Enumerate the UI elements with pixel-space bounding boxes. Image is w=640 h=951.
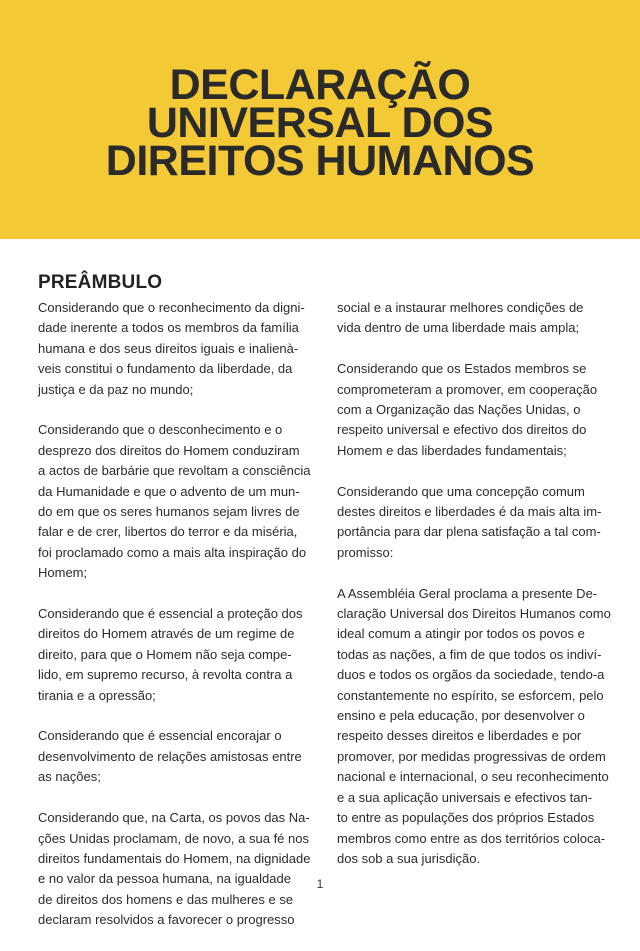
paragraph-line: duos e todos os orgãos da sociedade, tendo-a	[337, 667, 605, 683]
paragraph-line: veis constitui o fundamento da liberdade, da	[38, 361, 293, 377]
paragraph-line: vida dentro de uma liberdade mais ampla;	[337, 320, 580, 336]
paragraph-line: Considerando que, na Carta, os povos das Na-	[38, 810, 310, 826]
paragraph-line: Homem e das liberdades fundamentais;	[337, 442, 567, 458]
paragraph-line: e a sua aplicação universais e efectivos tan-	[337, 789, 593, 805]
paragraph-line: do em que os seres humanos sejam livres de	[38, 504, 300, 520]
paragraph-line: Considerando que é essencial a proteção dos	[38, 606, 303, 622]
preamble-paragraph	[337, 584, 609, 870]
paragraph-line: portância para dar plena satisfação a tal com-	[337, 524, 601, 540]
paragraph-line: humana e dos seus direitos iguais e inalienà-	[38, 340, 299, 356]
page-number: 1	[316, 877, 324, 891]
paragraph-line: Considerando que é essencial encorajar o	[38, 728, 282, 744]
paragraph-line: todas as nações, a fim de que todos os indiví-	[337, 646, 602, 662]
paragraph-line: e no valor da pessoa humana, na igualdade	[38, 871, 291, 887]
paragraph-line: lido, em supremo recurso, à revolta contra a	[38, 667, 293, 683]
paragraph-line: de direitos dos homens e das mulheres e se	[38, 891, 294, 907]
paragraph-line: Homem;	[38, 565, 88, 581]
title-line-1: DECLARAÇÃO	[169, 61, 471, 109]
paragraph-line: claração Universal dos Direitos Humanos como	[337, 606, 611, 622]
paragraph-line: ideal comum a atingir por todos os povos e	[337, 626, 585, 642]
preamble-paragraph	[337, 482, 609, 564]
paragraph-line: dade inerente a todos os membros da família	[38, 320, 299, 336]
paragraph-line: ensino e pela educação, por desenvolver o	[337, 708, 585, 724]
paragraph-line: dos sob a sua jurisdição.	[337, 850, 481, 866]
paragraph-line: da Humanidade e que o advento de um mun-	[38, 483, 300, 499]
paragraph-line: foi proclamado como a mais alta inspiração do	[38, 544, 307, 560]
paragraph-line: respeito universal e efectivo dos direitos do	[337, 422, 587, 438]
paragraph-line: social e a instaurar melhores condições de	[337, 300, 584, 315]
paragraph-line: desenvolvimento de relações amistosas entre	[38, 748, 302, 764]
paragraph-line: Considerando que uma concepção comum	[337, 483, 585, 499]
paragraph-line: a actos de barbárie que revoltam a consciência	[38, 463, 311, 479]
paragraph-line: ções Unidas proclamam, de novo, a sua fé nos	[38, 830, 309, 846]
paragraph-line: respeito desses direitos e liberdades e por	[337, 728, 582, 744]
paragraph-line: desprezo dos direitos do Homem conduziram	[38, 442, 300, 458]
paragraph-line: to entre as populações dos próprios Estados	[337, 810, 595, 826]
title-line-3: DIREITOS HUMANOS	[105, 137, 535, 185]
paragraph-line: A Assembléia Geral proclama a presente De-	[337, 585, 598, 601]
preamble-paragraph	[38, 808, 313, 930]
paragraph-line: direitos fundamentais do Homem, na dignidade	[38, 850, 311, 866]
paragraph-line: com a Organização das Nações Unidas, o	[337, 402, 581, 418]
paragraph-line: promisso:	[337, 544, 394, 560]
paragraph-line: Considerando que o reconhecimento da digni-	[38, 300, 305, 315]
paragraph-line: tirania e a opressão;	[38, 687, 156, 703]
document-title	[0, 61, 640, 185]
paragraph-line: as nações;	[38, 769, 101, 785]
preamble-paragraph	[38, 298, 313, 400]
preamble-paragraph	[38, 726, 313, 787]
paragraph-line: Considerando que o desconhecimento e o	[38, 422, 283, 438]
paragraph-line: membros como entre as dos territórios coloca-	[337, 830, 606, 846]
left-column	[38, 298, 313, 951]
preamble-paragraph	[337, 359, 609, 461]
right-column	[337, 298, 609, 890]
paragraph-line: direitos do Homem através de um regime de	[38, 626, 295, 642]
preamble-paragraph	[337, 298, 609, 339]
paragraph-line: destes direitos e liberdades é da mais alta im-	[337, 504, 602, 520]
preamble-paragraph	[38, 604, 313, 706]
paragraph-line: nacional e internacional, o seu reconhecimento	[337, 769, 609, 785]
title-line-2: UNIVERSAL DOS	[146, 99, 494, 147]
paragraph-line: comprometeram a promover, em cooperação	[337, 381, 598, 397]
section-heading: PREÂMBULO	[38, 272, 163, 293]
preamble-paragraph	[38, 420, 313, 583]
paragraph-line: Considerando que os Estados membros se	[337, 361, 587, 377]
paragraph-line: constantemente no espírito, se esforcem, pelo	[337, 687, 604, 703]
paragraph-line: direito, para que o Homem não seja compe-	[38, 646, 292, 662]
paragraph-line: declaram resolvidos a favorecer o progresso	[38, 912, 295, 928]
paragraph-line: justiça e da paz no mundo;	[38, 381, 194, 397]
paragraph-line: promover, por medidas progressivas de ordem	[337, 748, 606, 764]
paragraph-line: falar e de crer, libertos do terror e da miséria,	[38, 524, 298, 540]
